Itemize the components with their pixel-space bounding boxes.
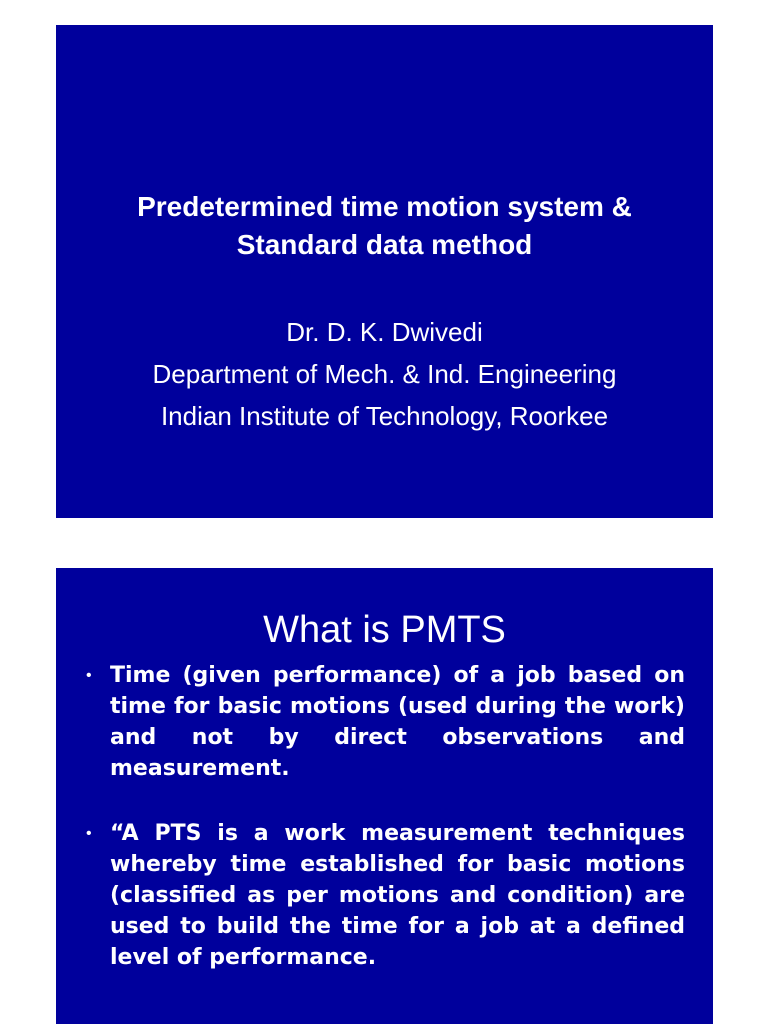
author-info xyxy=(56,311,713,437)
content-slide-title: What is PMTS xyxy=(263,609,506,651)
bullet-icon: • xyxy=(86,825,92,842)
author-institute: Indian Institute of Technology, Roorkee xyxy=(160,401,609,431)
bullet-icon: • xyxy=(86,667,92,684)
author-department: Department of Mech. & Ind. Engineering xyxy=(152,359,617,389)
title-slide xyxy=(56,25,713,518)
slide-title-line-2: Standard data method xyxy=(236,229,533,260)
bullet-list xyxy=(86,660,685,1007)
author-name: Dr. D. K. Dwivedi xyxy=(286,317,483,347)
bullet-item xyxy=(86,660,685,784)
content-slide xyxy=(56,568,713,1024)
slide-title-line-1: Predetermined time motion system & xyxy=(137,191,632,222)
bullet-item xyxy=(86,818,685,973)
bullet-text: “A PTS is a work measurement techniques whereby time established for basic motions (classified as per motions and condition) are used to build the time for a job at a defined level of performance. xyxy=(110,821,685,970)
bullet-text: Time (given performance) of a job based on time for basic motions (used during the work) and not by direct observations and measurement. xyxy=(110,663,685,781)
slide-title xyxy=(56,188,713,264)
